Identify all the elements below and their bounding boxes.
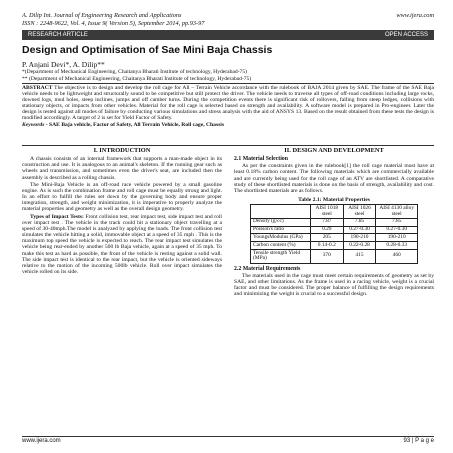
journal-header [22,12,434,28]
table-header-cell: AISI 1018 steel [310,205,343,219]
table-row [251,234,418,242]
table-header-cell: AISI 4130 alloy steel [376,205,418,219]
abstract-bottom-rule [22,145,434,146]
abstract-text: The objective is to design and develop the roll cage for All – Terrain Vehicle accordance with the rulebook of BAJA 2014 given by SAE. The frame of the SAE Baja vehicle needs to be lightweight and structurally sound to be competitive but still protect the driver. The vehicle needs to traverse all types of off-road conditions including large rocks, downed logs, mud holes, steep inclines, jumps and off camber turns. During the competition events there is significant risk of rollovers, falling from steep ledges, collisions with stationary objects, or impacts from other vehicles. Material for the roll cage is selected based on strength and availability. A software model is prepared in Pro-engineer. Later the design is tested against all modes of failure by conducting various simulations and stress analysis with the aid of ANSYS 13. Based on the result obtained from these tests the design is modified accordingly. A target of 2 is set for Yield Factor of Safety. [22,85,434,122]
impact-tests-label: Types of Impact Tests: [30,213,84,220]
table-row [251,218,418,226]
footer-website[interactable]: www.ijera.com [22,438,61,444]
table-cell: YoungsModulus (GPa) [251,234,311,242]
keywords-text: - SAE Baja vehicle, Factor of Safety, All Terrain Vehicle, Roll cage, Chassis [44,121,225,128]
table-cell: 460 [376,250,418,264]
table-cell: 0.27-0.30 [376,226,418,234]
abstract-label: ABSTRACT [22,85,53,91]
left-column [22,148,222,276]
right-column [234,148,434,298]
table-header-row [251,205,418,219]
material-requirements-heading: 2.2 Material Requirements [234,265,301,272]
material-properties-table [250,204,418,263]
journal-website[interactable]: www.ijera.com [396,12,434,19]
page-number: 93 | P a g e [403,438,434,444]
table-cell: Density (g/cc) [251,218,311,226]
table-cell: 0.29 [310,226,343,234]
journal-issn: ISSN : 2248-9622, Vol. 4, Issue 9( Version 5), September 2014, pp.93-97 [22,20,205,27]
journal-citation: A. Dilip Int. Journal of Engineering Research and Applications [22,12,182,19]
table-cell: 0.27-0.30 [343,226,376,234]
keywords-label: Keywords [22,121,45,128]
table-row [251,250,418,264]
abstract-top-rule [22,83,434,84]
table-cell: 0.22-0.28 [343,242,376,250]
impact-tests-text: Front collision test, rear impact test, side impact test and roll over impact test . The vehicle in the track could hit a stationary object travelling at a speed of 30-40mph.The model is analyzed by applying the loads. The front collision test simulates the vehicle hitting a solid, immovable object at a speed of 35 mph . This is the maximum top speed the vehicle is expected to reach. The rear impact test simulates the vehicle being rear-ended by another 500 lb Baja vehicle, again at a speed of 35 mph. To make this test as hard as possible, the front of the vehicle is resting against a solid wall. The side impact test is identical to the rear impact, but the vehicle is oriented sideways relative to the motion of the incoming 500lb vehicle. Roll over impact simulates the vehicle rolled on its side. [22,213,222,275]
paper-authors: P. Anjani Devi*, A. Dilip** [22,60,105,69]
table-row [251,242,418,250]
table-header-cell [251,205,311,219]
table-cell: Carbon content (%) [251,242,311,250]
table-cell: Poisson's ratio [251,226,311,234]
affiliation-line: ** (Department of Mechanical Engineering, Chaitanya Bharati Institute of technology, Hyderabad-75) [22,75,252,82]
abstract-block [22,85,434,128]
table-cell: 7.85 [343,218,376,226]
table-header-cell: AISI 1026 steel [343,205,376,219]
table-row [251,226,418,234]
affiliation-line: *(Department of Mechanical Engineering, Chaitanya Bharati Institute of technology, Hyderabad-75) [22,69,248,75]
table-cell: 190-210 [376,234,418,242]
author-affiliations [22,69,251,82]
introduction-heading: I. INTRODUCTION [93,147,151,154]
paper-title: Design and Optimisation of Sae Mini Baja Chassis [22,44,273,56]
table-cell: 205 [310,234,343,242]
table-cell: 415 [343,250,376,264]
material-selection-text: As per the constraints given in the rulebook[1] the roll cage material must have at least 0.18% carbon content. The following materials which are commercially available and are currently being used for the roll cage of an ATV are shortlisted. A comparative study of these shortlisted materials is done on the basis of strength, availability and cost. The shortlisted materials are as follows. [234,163,434,194]
table-cell: 370 [310,250,343,264]
article-type-banner [22,30,434,40]
intro-paragraph: A chassis consists of an internal framework that supports a man-made object in its construction and use. It is analogous to an animal's skeleton. If the running gear such as wheels and transmission, and sometimes even the driver's seat, are included then the assembly is described as a rolling chassis. [22,156,222,181]
table-cell: 7.85 [376,218,418,226]
table-caption: Table 2.1: Material Properties [298,197,370,204]
intro-paragraph: The Mini-Baja Vehicle is an off-road race vehicle powered by a small gasoline engine. As is such the combination frame and roll cage must be equally strong and light. In an effort to fulfill the rules set down by the governing body and ensure proper integration, strength, and weight minimization, it is imperative to properly analyze the material properties and geometry as well as the overall design geometry. [22,181,222,213]
page-footer [22,436,434,444]
design-heading: II. DESIGN AND DEVELOPMENT [284,147,384,154]
material-selection-heading: 2.1 Material Selection [234,156,288,163]
article-type-label: RESEARCH ARTICLE [28,32,88,38]
table-cell: 0.14-0.2 [310,242,343,250]
table-cell: Tensile strength Yield (MPa) [251,250,311,264]
table-cell: 190-210 [343,234,376,242]
table-cell: 0.28-0.33 [376,242,418,250]
access-type-label: OPEN ACCESS [384,32,428,38]
impact-tests-paragraph [22,214,222,276]
material-requirements-text: The materials used in the cage must meet certain requirements of geometry as set by SAE, and other limitations. As the frame is used in a racing vehicle, weight is a crucial factor and must be considered. The proper balance of fulfilling the design requirements and minimizing the weight is crucial to a successful design. [234,272,434,298]
table-cell: 7.87 [310,218,343,226]
